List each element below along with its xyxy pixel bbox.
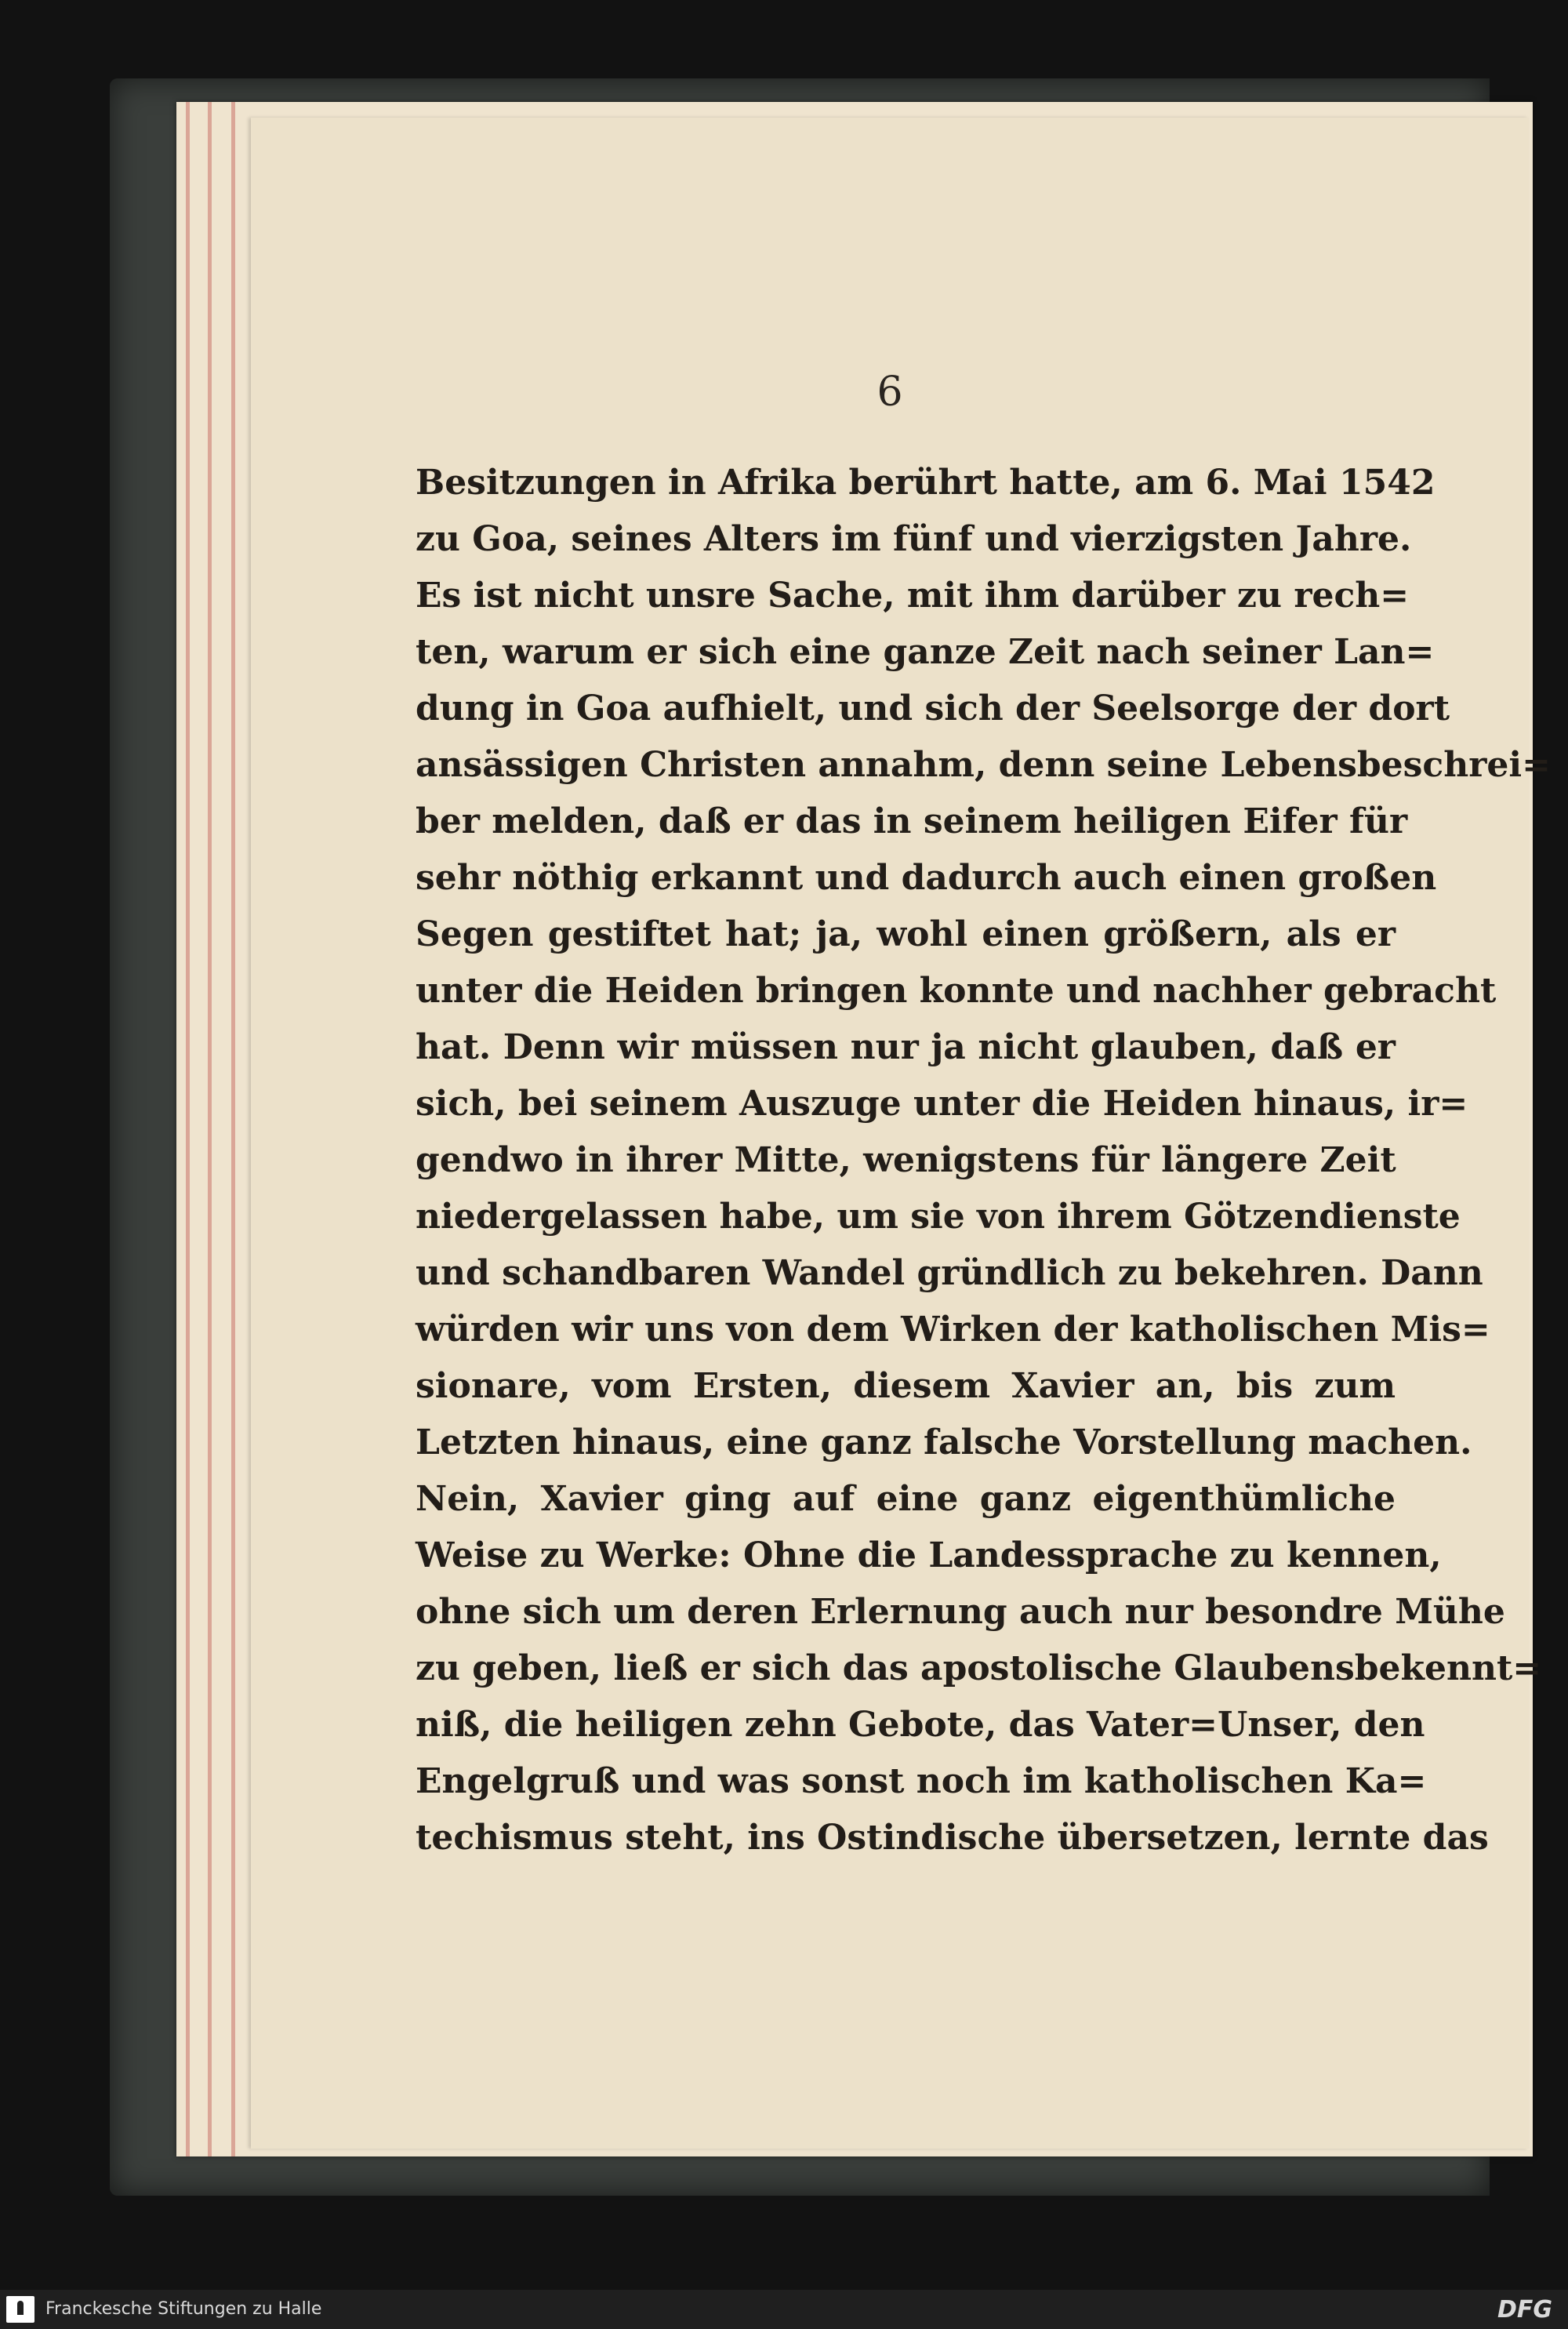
text-line: gendwo in ihrer Mitte, wenigstens für längere Zeit — [416, 1140, 1396, 1180]
text-line: dung in Goa aufhielt, und sich der Seelsorge der dort — [416, 689, 1450, 728]
page-edge-red — [186, 102, 190, 2156]
text-line: niß, die heiligen zehn Gebote, das Vater=Unser, den — [416, 1705, 1425, 1745]
text-line: sich, bei seinem Auszuge unter die Heiden hinaus, ir= — [416, 1084, 1468, 1124]
text-line: Letzten hinaus, eine ganz falsche Vorstellung machen. — [416, 1422, 1472, 1462]
text-line: hat. Denn wir müssen nur ja nicht glauben, daß er — [416, 1027, 1396, 1067]
text-line: Nein, Xavier ging auf eine ganz eigenthümliche — [416, 1479, 1396, 1519]
institution-name: Franckesche Stiftungen zu Halle — [45, 2299, 322, 2319]
text-line: ansässigen Christen annahm, denn seine Lebensbeschrei= — [416, 745, 1551, 785]
text-line: sehr nöthig erkannt und dadurch auch einen großen — [416, 858, 1437, 898]
text-line: ten, warum er sich eine ganze Zeit nach seiner Lan= — [416, 632, 1435, 672]
institution-logo-icon — [6, 2296, 34, 2323]
text-line: niedergelassen habe, um sie von ihrem Götzendienste — [416, 1197, 1461, 1237]
text-line: Es ist nicht unsre Sache, mit ihm darüber zu rech= — [416, 576, 1410, 616]
body-text — [416, 455, 1551, 1866]
text-line: Weise zu Werke: Ohne die Landessprache zu kennen, — [416, 1535, 1442, 1575]
viewer-footer — [0, 2290, 1568, 2329]
text-line: ohne sich um deren Erlernung auch nur besondre Mühe — [416, 1592, 1505, 1632]
text-line: Segen gestiftet hat; ja, wohl einen größern, als er — [416, 914, 1396, 954]
page-edge-red — [231, 102, 235, 2156]
text-line: und schandbaren Wandel gründlich zu bekehren. Dann — [416, 1253, 1483, 1293]
text-line: techismus steht, ins Ostindische übersetzen, lernte das — [416, 1818, 1489, 1858]
page-edge-red — [208, 102, 212, 2156]
text-line: ber melden, daß er das in seinem heiligen Eifer für — [416, 801, 1408, 841]
text-line: unter die Heiden bringen konnte und nachher gebracht — [416, 971, 1497, 1011]
page-number: 6 — [877, 369, 903, 416]
text-line: würden wir uns von dem Wirken der katholischen Mis= — [416, 1310, 1490, 1350]
text-line: Engelgruß und was sonst noch im katholischen Ka= — [416, 1761, 1427, 1801]
text-line: zu geben, ließ er sich das apostolische Glaubensbekennt= — [416, 1648, 1542, 1688]
text-line: Besitzungen in Afrika berührt hatte, am 6. Mai 1542 — [416, 463, 1436, 503]
dfg-logo: DFG — [1497, 2296, 1552, 2324]
text-line: sionare, vom Ersten, diesem Xavier an, bis zum — [416, 1366, 1396, 1406]
book-page — [251, 118, 1551, 2149]
text-line: zu Goa, seines Alters im fünf und vierzigsten Jahre. — [416, 519, 1412, 559]
